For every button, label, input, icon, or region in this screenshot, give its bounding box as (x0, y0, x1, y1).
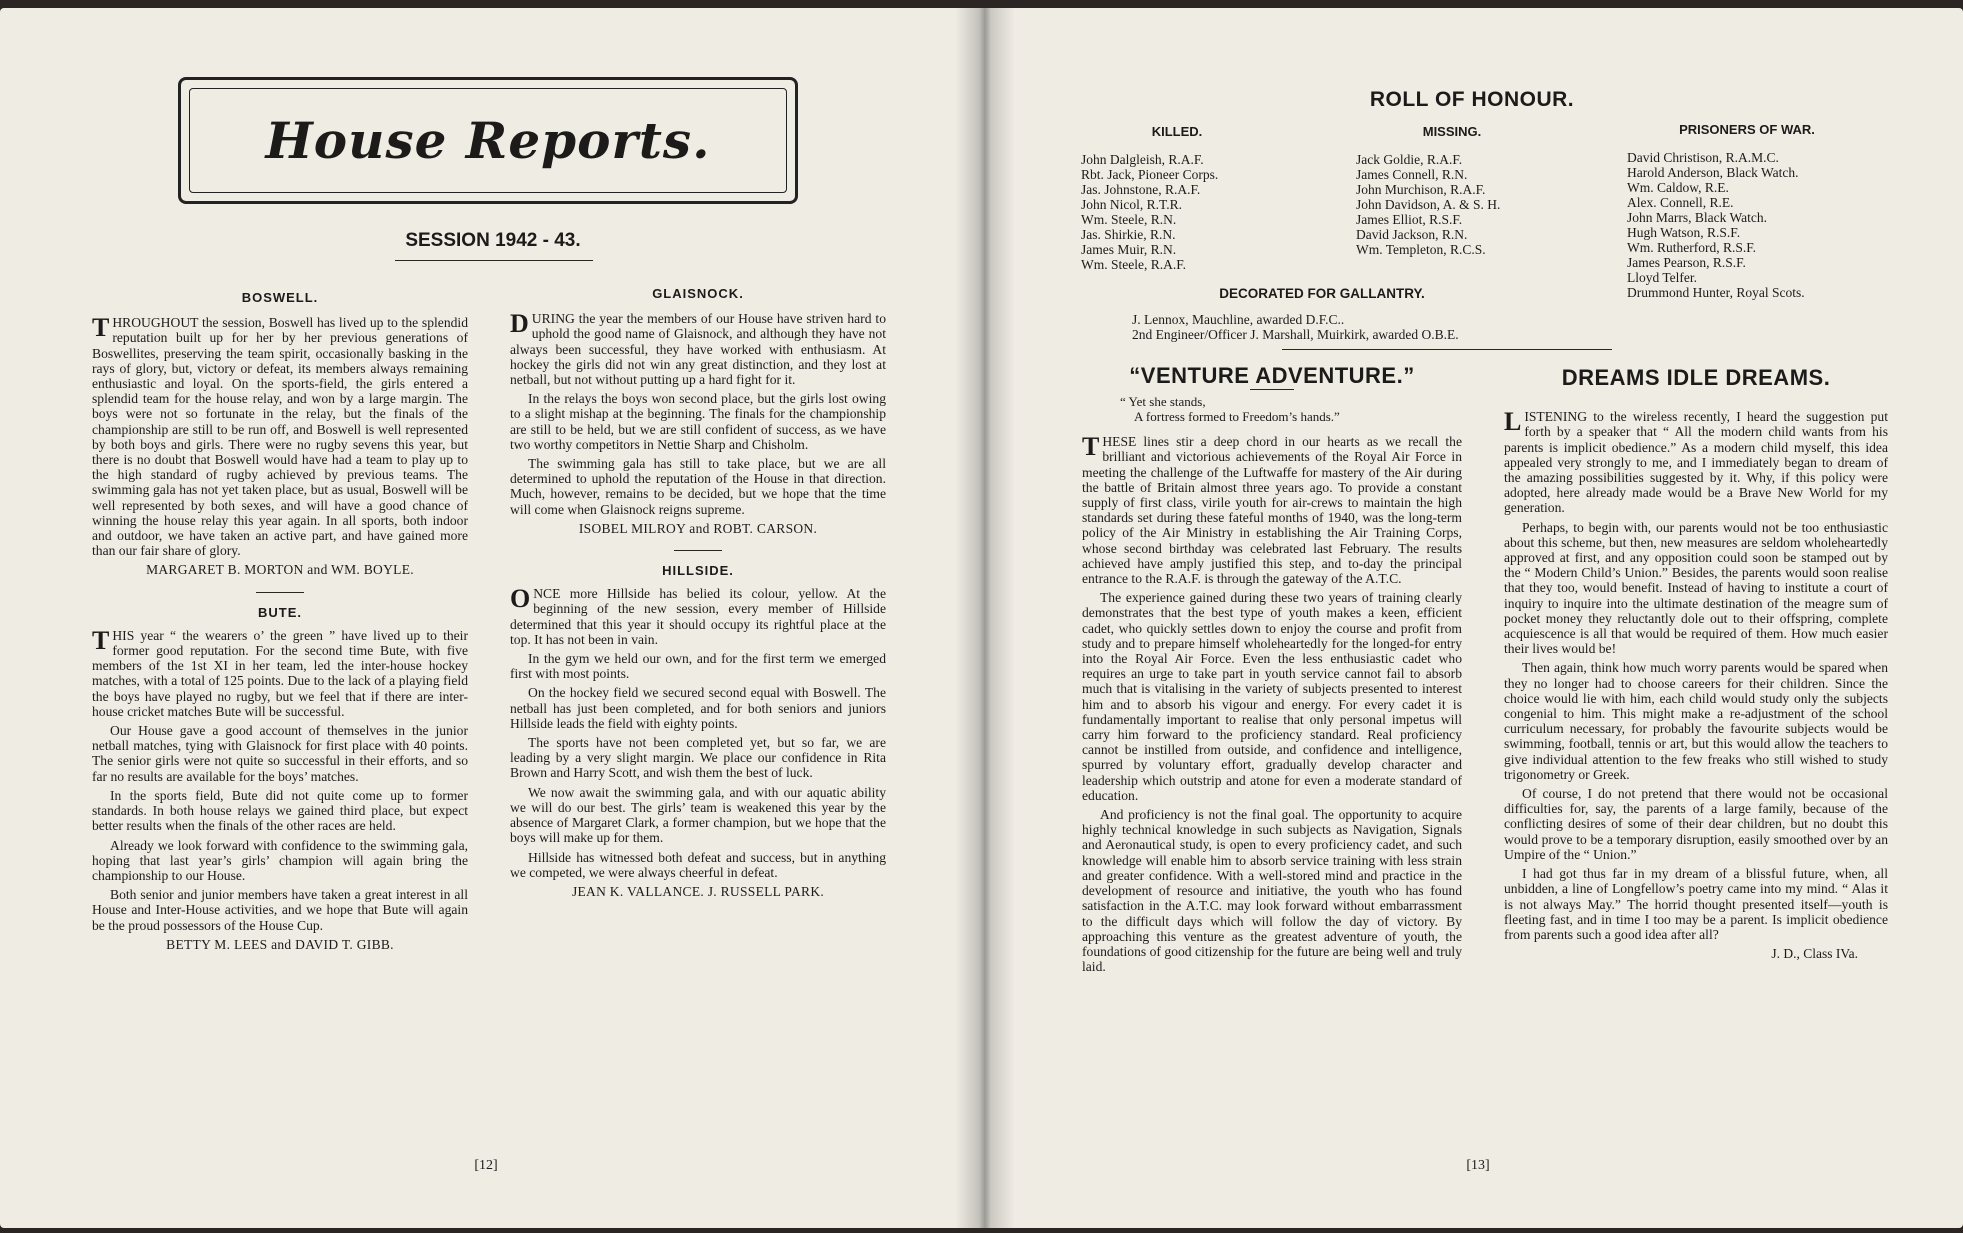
killed-name: Jas. Shirkie, R.N. (1081, 227, 1176, 242)
venture-quote-1: “ Yet she stands, (1120, 394, 1206, 410)
title-box-inner (189, 88, 787, 193)
boswell-signature: MARGARET B. MORTON and WM. BOYLE. (146, 562, 414, 578)
dreams-paragraph-1 (1504, 409, 1888, 515)
prisoner-name: Wm. Rutherford, R.S.F. (1627, 240, 1757, 255)
missing-name: Jack Goldie, R.A.F. (1356, 152, 1463, 167)
boswell-paragraph (92, 315, 468, 558)
prisoner-name: James Pearson, R.S.F. (1627, 255, 1746, 270)
prisoner-name: Lloyd Telfer. (1627, 270, 1698, 285)
session-underline (395, 260, 593, 261)
venture-paragraph-2: The experience gained during these two years of training clearly demonstrates that the best type of youth makes a keen, efficient cadet, who quickly settles down to enjoy the course and profit from study and to prepare himself wholeheartedly for the longed-for entry into the Royal Air Force. Even the less enthusiastic cadet who requires an urge to take part in youth service cannot fail to absorb much that is vitalising in the variety of subjects presented to interest him and to absorb his vigour and energy. For every cadet it is fundamentally important to realise that only personal impetus will carry him forward to the proficiency standard. Real proficiency cannot be instilled from outside, and confidence and intelligence, spurred by voluntary effort, gradually develop character and leadership which outstrip and atone for even a moderate standard of education. (1082, 590, 1462, 803)
glaisnock-signature: ISOBEL MILROY and ROBT. CARSON. (578, 520, 818, 536)
prisoner-name: Hugh Watson, R.S.F. (1627, 225, 1741, 240)
right-page (982, 8, 1963, 1228)
dreams-title: DREAMS IDLE DREAMS. (1561, 365, 1831, 390)
dreams-column (1504, 365, 1888, 962)
boswell-dropcap: T (92, 313, 110, 343)
prisoner-name: David Christison, R.A.M.C. (1627, 150, 1779, 165)
venture-dropcap: T (1082, 432, 1100, 462)
section-divider (1282, 349, 1612, 350)
prisoner-name: Harold Anderson, Black Watch. (1627, 165, 1799, 180)
column-left-2 (510, 286, 886, 899)
killed-name: Rbt. Jack, Pioneer Corps. (1081, 167, 1219, 182)
bute-paragraph-3: In the sports field, Bute did not quite come up to former standards. In both house relays we gained third place, but expect better results when the finals of the other races are held. (92, 787, 468, 834)
bute-dropcap: T (92, 625, 110, 655)
hillside-paragraph-4: The sports have not been completed yet, but so far, we are leading by a very slight margin. We place our confidence in Rita Brown and Harry Scott, and wish them the best of luck. (510, 735, 886, 781)
missing-name: David Jackson, R.N. (1356, 227, 1468, 242)
bute-text-1: HIS year “ the wearers o’ the green ” have lived up to their former good reputation. For the second time Bute, with five members of the 1st XI in her team, led the inter-house hockey matches, with a total of 125 points. Due to the lack of a playing field the boys have played no rugby, but we feel that if there are inter-house cricket matches Bute will be successful. (92, 627, 468, 719)
killed-name: John Dalgleish, R.A.F. (1081, 152, 1204, 167)
killed-name: Wm. Steele, R.A.F. (1081, 257, 1187, 272)
venture-paragraph-3: And proficiency is not the final goal. The opportunity to acquire highly technical knowledge in such subjects as Navigation, Signals and Aeronautical study, is open to every proficiency cadet, and such knowledge will enable him to absorb service training with less strain and greater confidence. With a well-stored mind and practice in the development of resource and initiative, the youth who has found satisfaction in the A.T.C. may look forward without embarrassment to the difficult days which will follow the day of victory. By approaching this venture as the greatest adventure of youth, the foundations of good citizenship for the future are being well and truly laid. (1082, 807, 1462, 975)
column-left-1 (92, 290, 468, 952)
title-box (178, 77, 798, 204)
roll-of-honour-title: ROLL OF HONOUR. (1369, 88, 1575, 111)
missing-name: James Elliot, R.S.F. (1356, 212, 1463, 227)
dreams-paragraph-3: Then again, think how much worry parents would be spared when they no longer had to choose careers for their children. Since the choice would lie with him, each child would study only the subjects congenial to him. This might make a re-adjustment of the school curriculum necessary, for probably the favourite subjects would be swimming, football, tennis or art, but this would allow the teachers to give individual attention to the few freaks who still wished to study trigonometry or Greek. (1504, 660, 1888, 782)
hillside-heading: HILLSIDE. (662, 563, 734, 579)
hillside-signature: JEAN K. VALLANCE. J. RUSSELL PARK. (571, 883, 825, 899)
boswell-text: HROUGHOUT the session, Boswell has lived up to the splendid reputation built up for her by her previous generations of Boswellites, preserving the team spirit, occasionally basking in the rays of glory, but, victory or defeat, its members always remaining enthusiastic and loyal. On the sports-field, the girls entered a splendid team for the house relay, and won by a large margin. The boys were not so fortunate in the relay, but the finals of the championship are still to be run off, and Boswell is well represented by both boys and girls. There were no rugby sevens this year, but there is no doubt that Boswell would have had a team to play up to the high standard of rugby achieved by previous teams. The swimming gala has not yet taken place, but as usual, Boswell will be well represented by both sexes, and will have a good chance of winning the house relay this year again. In all sports, both indoor and outdoor, we have taken an active part, and have gained more than our fair share of glory. (92, 315, 468, 559)
bute-signature: BETTY M. LEES and DAVID T. GIBB. (166, 936, 394, 952)
prisoners-list (1627, 150, 1907, 300)
prisoner-name: Alex. Connell, R.E. (1627, 195, 1734, 210)
dreams-text-1: ISTENING to the wireless recently, I heard the suggestion put forth by a speaker that “ All the modern child wants from his parents is implicit obedience.” As a modern child myself, this idea appealed very strongly to me, and I immediately began to dream of the amazing possibilities suggested by it. Why, if this policy were adopted, here already made would be a Brave New World for my generation. (1504, 409, 1888, 516)
missing-name: Wm. Templeton, R.C.S. (1356, 242, 1486, 257)
glaisnock-text-1: URING the year the members of our House have striven hard to uphold the good name of Glaisnock, and although they have not always been successful, they have worked with enthusiasm. At hockey the girls did not win any great distinction, and they lost at netball, but not without putting up a hard fight for it. (510, 311, 886, 388)
bute-paragraph-4: Already we look forward with confidence to the swimming gala, hoping that last year’s girls’ champion will again bring the championship to our House. (92, 837, 468, 883)
glaisnock-heading: GLAISNOCK. (652, 286, 744, 301)
session-heading: SESSION 1942 - 43. (405, 230, 581, 251)
missing-heading: MISSING. (1422, 124, 1482, 139)
bute-paragraph-5: Both senior and junior members have taken a great interest in all House and Inter-House activities, and we hope that Bute will again be the proud possessors of the House Cup. (92, 887, 468, 933)
missing-name: John Davidson, A. & S. H. (1356, 197, 1501, 212)
hillside-dropcap: O (510, 584, 531, 614)
divider-rule (674, 550, 722, 551)
glaisnock-paragraph-1 (510, 311, 886, 387)
dreams-dropcap: L (1504, 407, 1522, 437)
prisoner-name: Drummond Hunter, Royal Scots. (1627, 285, 1805, 300)
hillside-text-1: NCE more Hillside has belied its colour, yellow. At the beginning of the new session, every member of Hillside determined that this year it should occupy its rightful place at the top. It has not been in vain. (510, 586, 886, 647)
dreams-paragraph-4: Of course, I do not pretend that there would not be occasional difficulties for, say, the parents of a large family, because of the conflicting desires of some of their dear children, but no doubt this would prove to be a temporary disruption, easily smoothed over by an Umpire of the “ Union.” (1504, 786, 1888, 862)
bute-heading: BUTE. (258, 604, 302, 620)
killed-name: James Muir, R.N. (1081, 242, 1177, 257)
venture-text-1: HESE lines stir a deep chord in our hearts as we recall the brilliant and victorious achievements of the Royal Air Force in meeting the challenge of the Luftwaffe for mastery of the Air during the battle of Britain almost three years ago. To provide a constant supply of first class, virile youth for air-crews to maintain the high standards set during these fateful months of 1940, was the long-term policy of the Air Ministry in establishing the Air Training Corps, whose second birthday was celebrated last February. The results achieved have amply justified this step, and to-day the principal entrance to the R.A.F. is through the gateway of the A.T.C. (1082, 434, 1462, 587)
dreams-signature: J. D., Class IVa. (1771, 946, 1858, 962)
decorated-list (1132, 312, 1632, 342)
glaisnock-dropcap: D (510, 309, 529, 339)
venture-column (1082, 363, 1462, 978)
bute-paragraph-1 (92, 625, 468, 719)
hillside-paragraph-1 (510, 586, 886, 647)
glaisnock-paragraph-3: The swimming gala has still to take place, but we are all determined to uphold the reputation of the House in that direction. Much, however, remains to be decided, but we hope that the time will come when Glaisnock reigns supreme. (510, 456, 886, 517)
prisoner-name: Wm. Caldow, R.E. (1627, 180, 1729, 195)
killed-heading: KILLED. (1151, 124, 1203, 139)
hillside-paragraph-2: In the gym we held our own, and for the first term we emerged first with most points. (510, 651, 886, 682)
page-title: House Reports. (265, 111, 711, 170)
missing-name: John Murchison, R.A.F. (1356, 182, 1486, 197)
left-page (0, 8, 982, 1228)
boswell-heading: BOSWELL. (241, 290, 319, 305)
venture-quote-2: A fortress formed to Freedom’s hands.” (1134, 409, 1340, 425)
prisoner-name: John Marrs, Black Watch. (1627, 210, 1768, 225)
decorated-heading: DECORATED FOR GALLANTRY. (1219, 286, 1425, 301)
killed-name: Wm. Steele, R.N. (1081, 212, 1177, 227)
killed-list (1081, 152, 1341, 272)
missing-list (1356, 152, 1616, 257)
missing-name: James Connell, R.N. (1356, 167, 1468, 182)
hillside-paragraph-6: Hillside has witnessed both defeat and success, but in anything we competed, we were always cheerful in defeat. (510, 849, 886, 880)
bute-paragraph-2: Our House gave a good account of themselves in the junior netball matches, tying with Glaisnock for first place with 40 points. The senior girls were not quite so successful in their efforts, and so far no results are available for the boys’ matches. (92, 723, 468, 784)
dreams-paragraph-5: I had got thus far in my dream of a blissful future, when, all unbidden, a line of Longfellow’s poetry came into my mind. “ Alas it is not always May.” The horrid thought presented itself—youth is fleeting fast, and in time I too may be a parent. Is implicit obedience from parents such a good idea after all? (1504, 866, 1888, 942)
killed-name: John Nicol, R.T.R. (1081, 197, 1182, 212)
killed-name: Jas. Johnstone, R.A.F. (1081, 182, 1201, 197)
prisoners-heading: PRISONERS OF WAR. (1679, 122, 1815, 137)
title-underline (1250, 389, 1294, 390)
decorated-entry: 2nd Engineer/Officer J. Marshall, Muirkirk, awarded O.B.E. (1132, 327, 1459, 342)
divider-rule (256, 592, 304, 593)
glaisnock-paragraph-2: In the relays the boys won second place, but the girls lost owing to a slight mishap at the beginning. The finals for the championship are still to be held, but we are still confident of success, as we have two worthy competitors in Nettie Sharp and Chisholm. (510, 391, 886, 452)
dreams-paragraph-2: Perhaps, to begin with, our parents would not be too enthusiastic about this scheme, but then, new measures are seldom wholeheartedly approved at first, and any opposition could soon be stamped out by the “ Modern Child’s Union.” Besides, the parents would soon realise that they too, would benefit. Instead of having to institute a court of inquiry to inquire into the ultimate destination of the meagre sum of pocket money they reluctantly dole out to their offspring, complete acquiescence is all that would be required of them. How much easier their lives would be! (1504, 519, 1888, 657)
venture-paragraph-1 (1082, 434, 1462, 586)
hillside-paragraph-3: On the hockey field we secured second equal with Boswell. The netball has just been completed, and for both seniors and juniors Hillside leads the field with eighty points. (510, 685, 886, 731)
venture-title: “VENTURE ADVENTURE.” (1129, 363, 1415, 388)
page-number-left: [12] (474, 1158, 498, 1173)
page-number-right: [13] (1466, 1158, 1490, 1173)
decorated-entry: J. Lennox, Mauchline, awarded D.F.C.. (1132, 312, 1345, 327)
hillside-paragraph-5: We now await the swimming gala, and with our aquatic ability we will do our best. The girls’ team is weakened this year by the absence of Margaret Clark, a former champion, but we hope that the boys will make up for them. (510, 784, 886, 846)
